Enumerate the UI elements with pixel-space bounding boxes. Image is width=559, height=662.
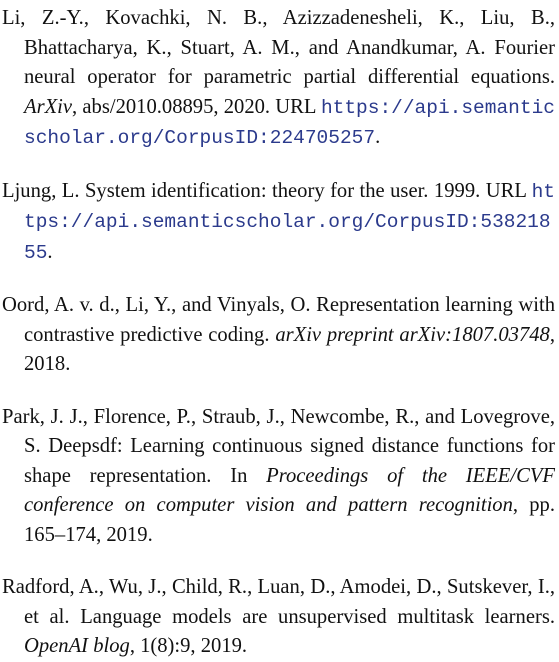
reference-entry — [2, 177, 555, 269]
reference-entry — [2, 573, 555, 662]
reference-title: Fourier neural operator for parametric partial differential equations. — [24, 36, 556, 88]
reference-title: System identification: theory for the user. — [84, 179, 429, 202]
reference-details: , abs/2010.08895, 2020. — [72, 95, 271, 118]
reference-title: Representation learning with contrastive predictive coding. — [24, 294, 555, 346]
reference-entry — [2, 403, 555, 551]
reference-url-label: URL — [485, 179, 527, 202]
reference-venue-prefix: In — [230, 464, 267, 487]
reference-authors: Radford, A., Wu, J., Child, R., Luan, D., Amodei, D., Sutskever, I., et al. — [2, 576, 555, 628]
reference-authors: Oord, A. v. d., Li, Y., and Vinyals, O. — [2, 294, 311, 316]
reference-authors: Park, J. J., Florence, P., Straub, J., Newcombe, R., and Lovegrove, S. — [2, 405, 555, 457]
reference-list — [2, 4, 555, 662]
reference-venue: ArXiv — [24, 95, 73, 118]
reference-url-link[interactable]: https://api.semanticscholar.org/CorpusID:53821855 — [24, 180, 556, 264]
reference-url-label: URL — [275, 95, 316, 118]
reference-trailing: . — [375, 126, 381, 148]
reference-venue: OpenAI blog — [24, 635, 130, 657]
reference-url-link[interactable]: https://api.semanticscholar.org/CorpusID:224705257 — [24, 96, 555, 149]
reference-authors: Ljung, L. — [2, 179, 80, 202]
reference-venue: Proceedings of the IEEE/CVF conference on computer vision and pattern recognition — [24, 464, 555, 516]
reference-title: Language models are unsupervised multitask learners. — [80, 605, 555, 628]
reference-entry — [2, 4, 555, 154]
reference-details: , pp. 165–174, 2019. — [24, 494, 555, 546]
reference-authors: Li, Z.-Y., Kovachki, N. B., Azizzadenesheli, K., Liu, B., Bhattacharya, K., Stuart, A. M., and Anandkumar, A. — [2, 7, 555, 59]
reference-details: , 1(8):9, 2019. — [129, 635, 248, 657]
reference-entry — [2, 291, 555, 380]
reference-trailing: . — [47, 240, 53, 263]
reference-title: Deepsdf: Learning continuous signed distance functions for shape representation. — [24, 435, 555, 487]
reference-details: , 2018. — [24, 323, 555, 375]
reference-venue: arXiv preprint arXiv:1807.03748 — [275, 323, 550, 346]
reference-details: 1999. — [433, 179, 481, 202]
